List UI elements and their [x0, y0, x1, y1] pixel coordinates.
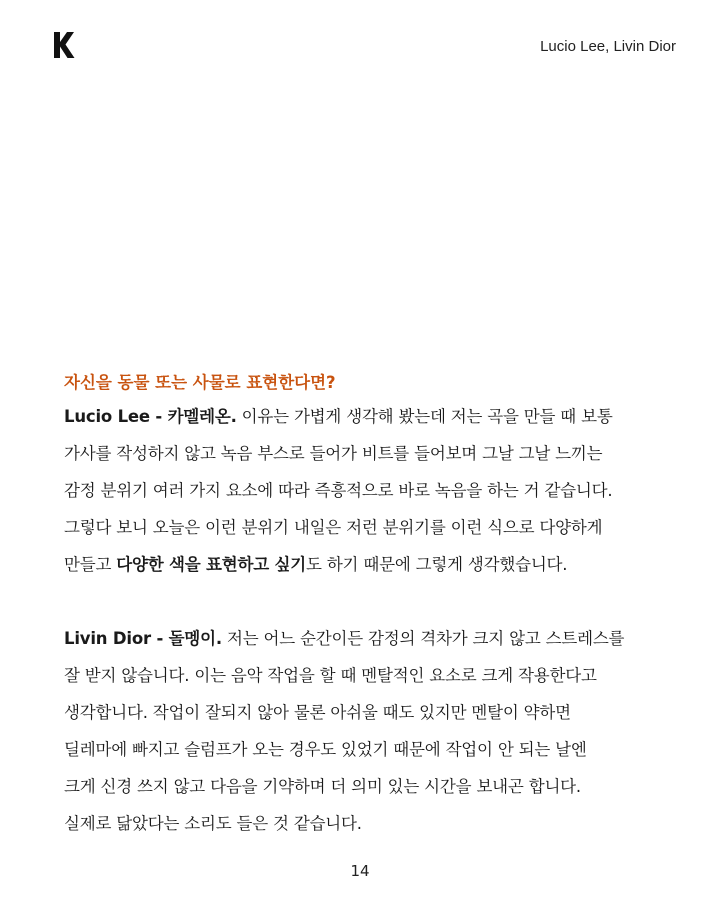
answer-lucio-lee: [64, 398, 684, 583]
answer1-speaker: Lucio Lee -: [64, 407, 168, 426]
answer1-line2: 가사를 작성하지 않고 녹음 부스로 들어가 비트를 들어보며 그날 그날 느끼는: [64, 444, 603, 463]
paragraph-gap: [64, 583, 684, 620]
answer2-line5: 크게 신경 쓰지 않고 다음을 기약하며 더 의미 있는 시간을 보내곤 합니다.: [64, 777, 581, 796]
header-credits: Lucio Lee, Livin Dior: [540, 38, 676, 55]
answer2-line2: 잘 받지 않습니다. 이는 음악 작업을 할 때 멘탈적인 요소로 크게 작용한다고: [64, 666, 597, 685]
interview-content: [64, 368, 684, 842]
answer1-line3: 감정 분위기 여러 가지 요소에 따라 즉흥적으로 바로 녹음을 하는 거 같습니다.: [64, 481, 613, 500]
question-heading: 자신을 동물 또는 사물로 표현한다면?: [64, 373, 336, 392]
answer1-line4: 그렇다 보니 오늘은 이런 분위기 내일은 저런 분위기를 이런 식으로 다양하게: [64, 518, 603, 537]
answer2-speaker: Livin Dior -: [64, 629, 169, 648]
answer1-line5-start: 만들고: [64, 555, 117, 574]
answer1-emphasis: 다양한 색을 표현하고 싶기: [116, 555, 307, 574]
answer2-line1-text: 저는 어느 순간이든 감정의 격차가 크지 않고 스트레스를: [221, 629, 625, 648]
k-logo-icon: [52, 30, 76, 60]
answer2-line4: 딜레마에 빠지고 슬럼프가 오는 경우도 있었기 때문에 작업이 안 되는 날엔: [64, 740, 587, 759]
answer2-highlight: 돌멩이.: [168, 629, 222, 648]
answer2-line3: 생각합니다. 작업이 잘되지 않아 물론 아쉬울 때도 있지만 멘탈이 약하면: [64, 703, 571, 722]
page-number: 14: [350, 862, 370, 880]
answer1-line1-text: 이유는 가볍게 생각해 봤는데 저는 곡을 만들 때 보통: [236, 407, 613, 426]
answer1-highlight: 카멜레온.: [167, 407, 237, 426]
answer1-line5: [64, 546, 684, 583]
answer2-line6: 실제로 닮았다는 소리도 들은 것 같습니다.: [64, 814, 362, 833]
answer2-line1: [64, 620, 684, 657]
answer1-line5-end: 도 하기 때문에 그렇게 생각했습니다.: [306, 555, 568, 574]
answer-livin-dior: [64, 620, 684, 842]
answer1-line1: [64, 398, 684, 435]
